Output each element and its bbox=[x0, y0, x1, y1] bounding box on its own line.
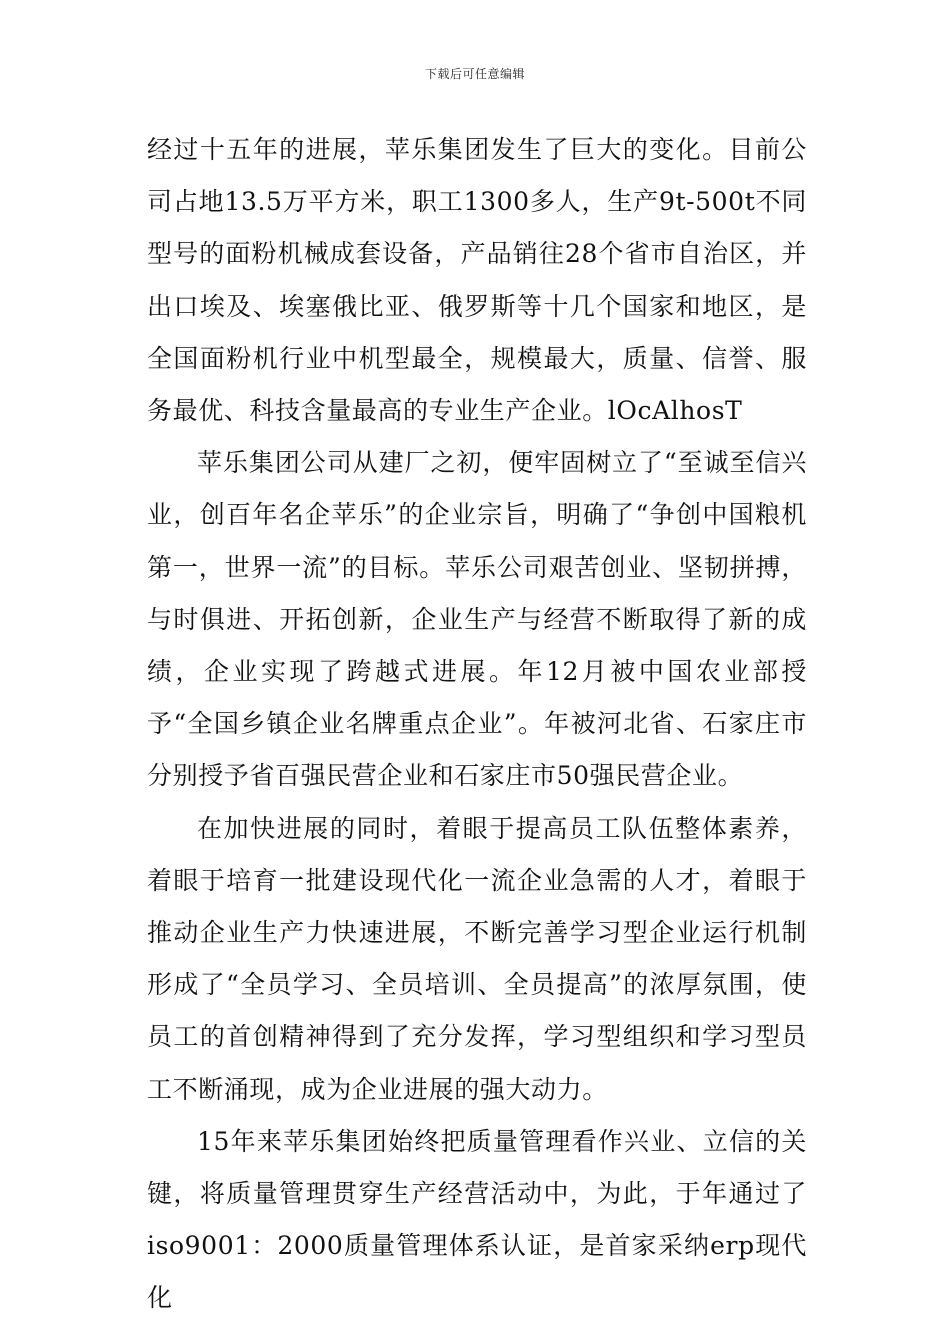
page-header-note: 下载后可任意编辑 bbox=[424, 67, 525, 81]
document-body bbox=[147, 124, 807, 1325]
paragraph-1: 经过十五年的进展，苹乐集团发生了巨大的变化。目前公司占地13.5万平方米，职工1300多人，生产9t-500t不同型号的面粉机械成套设备，产品销往28个省市自治区，并出口埃及、埃塞俄比亚、俄罗斯等十几个国家和地区，是全国面粉机行业中机型最全，规模最大，质量、信誉、服务最优、科技含量最高的专业生产企业。lOcAlhosT bbox=[147, 135, 807, 426]
paragraph-2: 苹乐集团公司从建厂之初，便牢固树立了“至诚至信兴业，创百年名企苹乐”的企业宗旨，明确了“争创中国粮机第一，世界一流”的目标。苹乐公司艰苦创业、坚韧拼搏，与时俱进、开拓创新，企业生产与经营不断取得了新的成绩，企业实现了跨越式进展。年12月被中国农业部授予“全国乡镇企业名牌重点企业”。年被河北省、石家庄市分别授予省百强民营企业和石家庄市50强民营企业。 bbox=[147, 448, 807, 791]
paragraph-3: 在加快进展的同时，着眼于提高员工队伍整体素养，着眼于培育一批建设现代化一流企业急需的人才，着眼于推动企业生产力快速进展，不断完善学习型企业运行机制形成了“全员学习、全员培训、全员提高”的浓厚氛围，使员工的首创精神得到了充分发挥，学习型组织和学习型员工不断涌现，成为企业进展的强大动力。 bbox=[147, 813, 807, 1104]
paragraph-4: 15年来苹乐集团始终把质量管理看作兴业、立信的关键，将质量管理贯穿生产经营活动中，为此，于年通过了iso9001：2000质量管理体系认证，是首家采纳erp现代化 bbox=[147, 1126, 807, 1313]
